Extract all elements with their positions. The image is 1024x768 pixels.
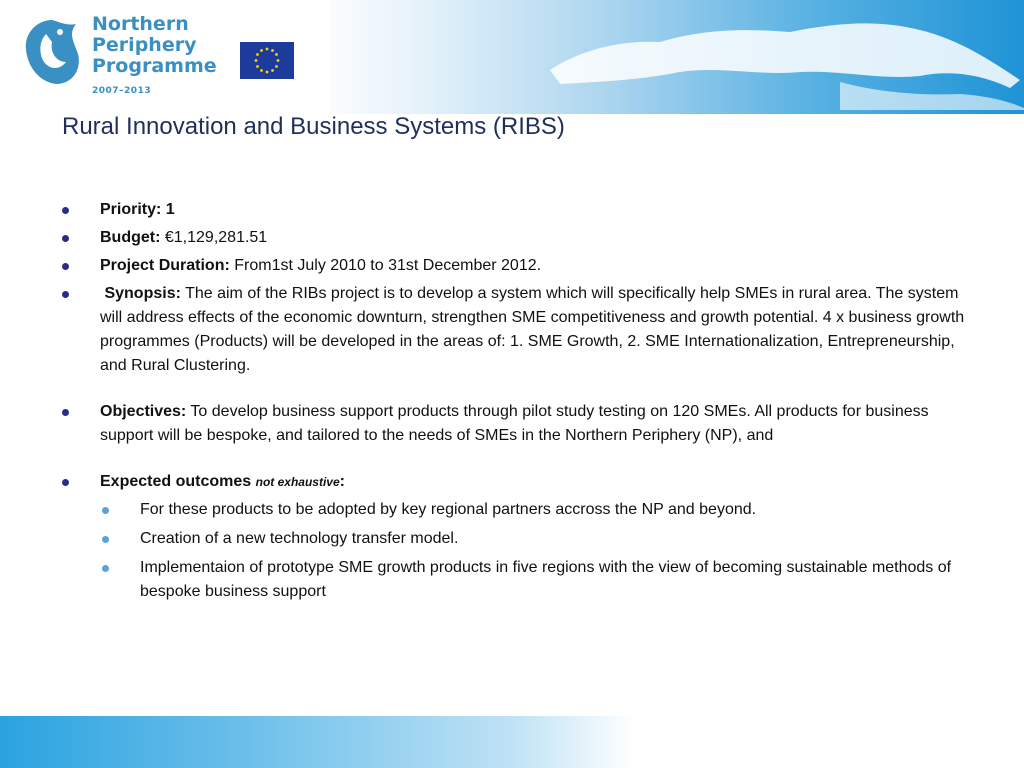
objectives-value: To develop business support products through pilot study testing on 120 SMEs. All products for business support will be bespoke, and tailored to the needs of SMEs in the Northern Periphery (NP), and xyxy=(100,403,929,444)
bullet-dot-icon xyxy=(62,291,69,298)
logo-line-3: Programme xyxy=(92,55,217,77)
sub-bullet-dot-icon xyxy=(102,565,109,572)
eu-flag-icon xyxy=(240,42,294,79)
slide-title: Rural Innovation and Business Systems (RIBS) xyxy=(62,113,565,140)
bullet-synopsis xyxy=(62,282,972,378)
logo-line-2: Periphery xyxy=(92,34,197,56)
bullet-dot-icon xyxy=(62,409,69,416)
logo-wordmark xyxy=(92,14,217,77)
bullet-dot-icon xyxy=(62,263,69,270)
duration-value: From1st July 2010 to 31st December 2012. xyxy=(229,257,542,274)
outcome-text: For these products to be adopted by key regional partners accross the NP and beyond. xyxy=(140,501,757,518)
bird-logo-icon xyxy=(16,12,88,90)
spacer xyxy=(62,378,972,400)
bullet-dot-icon xyxy=(62,235,69,242)
outcomes-colon: : xyxy=(339,473,345,490)
priority-label: Priority: 1 xyxy=(100,201,175,218)
map-silhouette-decoration xyxy=(540,10,1024,110)
footer-band xyxy=(0,716,1024,768)
synopsis-value: The aim of the RIBs project is to develop a system which will specifically help SMEs in rural area. The system will address effects of the economic downturn, strengthen SME competitiveness and growth potential. 4 x business growth programmes (Products) will be developed in the areas of: 1. SME Growth, 2. SME Internationalization, Entrepreneurship, and Rural Clustering. xyxy=(100,285,965,374)
logo-line-1: Northern xyxy=(92,13,189,35)
outcome-text: Creation of a new technology transfer model. xyxy=(140,530,459,547)
bullet-priority xyxy=(62,198,972,222)
spacer xyxy=(62,448,972,470)
bullet-duration xyxy=(62,254,972,278)
objectives-label: Objectives: xyxy=(100,403,187,420)
budget-value: €1,129,281.51 xyxy=(160,229,268,246)
slide-content xyxy=(62,198,972,604)
outcome-item xyxy=(62,556,972,604)
bullet-dot-icon xyxy=(62,207,69,214)
duration-label: Project Duration: xyxy=(100,257,230,274)
bullet-objectives xyxy=(62,400,972,448)
outcomes-note: not exhaustive xyxy=(255,475,340,489)
bullet-expected-outcomes xyxy=(62,470,972,494)
bullet-budget xyxy=(62,226,972,250)
logo-years: 2007–2013 xyxy=(92,86,152,96)
outcomes-label: Expected outcomes xyxy=(100,473,252,490)
outcome-item xyxy=(62,498,972,522)
outcome-item xyxy=(62,527,972,551)
sub-bullet-dot-icon xyxy=(102,536,109,543)
programme-logo xyxy=(16,12,216,104)
sub-bullet-dot-icon xyxy=(102,507,109,514)
outcome-text: Implementaion of prototype SME growth products in five regions with the view of becoming sustainable methods of bespoke business support xyxy=(140,559,952,600)
bullet-dot-icon xyxy=(62,479,69,486)
budget-label: Budget: xyxy=(100,229,161,246)
synopsis-label: Synopsis: xyxy=(104,285,181,302)
